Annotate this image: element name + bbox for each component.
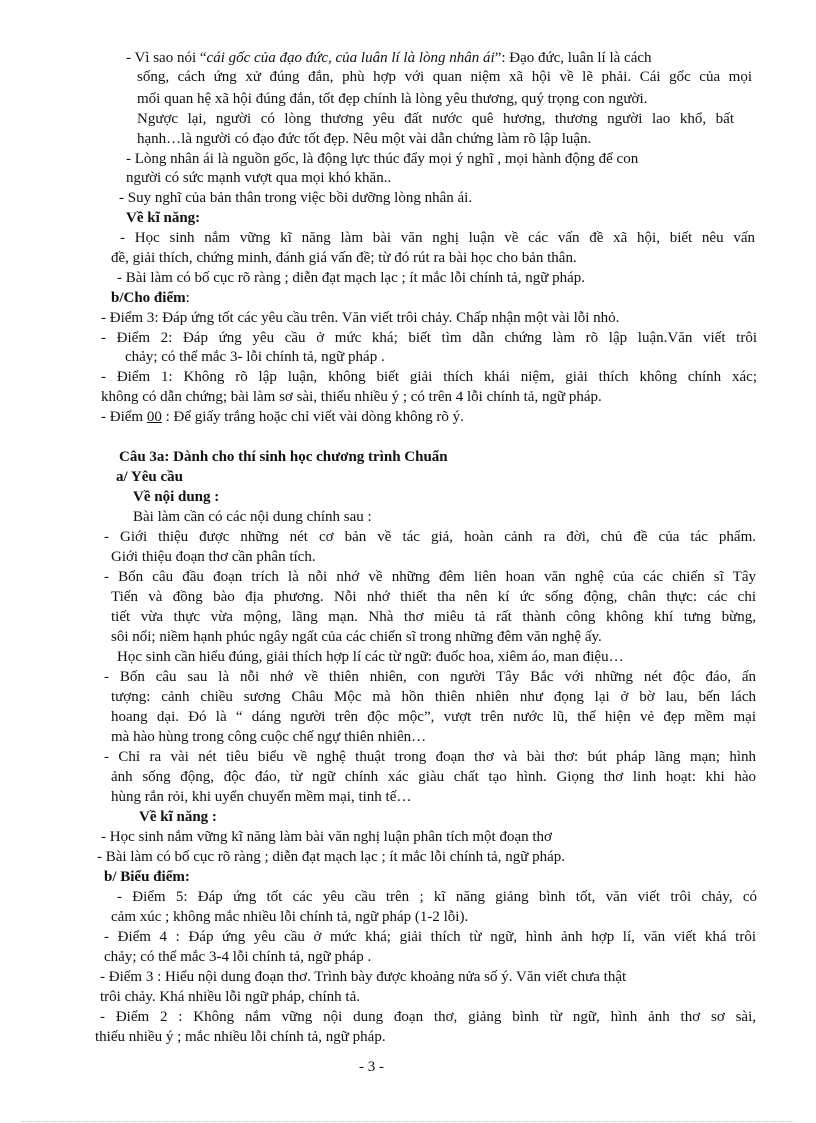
text-line: Tiến và đồng bào địa phương. Nỗi nhớ thiết tha nên kí ức sống động, chân thực: các chi bbox=[111, 589, 756, 605]
text-line: - Điểm 2 : Không nắm vững nội dung đoạn thơ, giảng bình từ ngữ, hình ảnh thơ sơ sài, bbox=[100, 1009, 756, 1025]
text-line: mà hào hùng trong công cuộc chế ngự thiên nhiên… bbox=[111, 729, 427, 745]
text-line: - Giới thiệu được những nét cơ bản về tác giả, hoàn cảnh ra đời, chủ đề của tác phẩm. bbox=[104, 529, 756, 545]
text-line: đề, giải thích, chứng minh, đánh giá vấn đề; từ đó rút ra bài học cho bản thân. bbox=[111, 250, 577, 266]
text-segment: - Điểm bbox=[101, 409, 147, 425]
section-heading: Về nội dung : bbox=[133, 489, 220, 505]
text-line: cảm xúc ; không mắc nhiều lỗi chính tả, ngữ pháp (1-2 lỗi). bbox=[111, 909, 469, 925]
text-line: - Lòng nhân ái là nguồn gốc, là động lực thúc đẩy mọi ý nghĩ , mọi hành động để con bbox=[126, 151, 639, 167]
text-line: chảy; có thể mắc 3-4 lỗi chính tả, ngữ pháp . bbox=[104, 949, 372, 965]
text-segment: : Để giấy trắng hoặc chỉ viết vài dòng không rõ ý. bbox=[161, 409, 464, 425]
section-heading: b/ Biểu điểm: bbox=[104, 869, 190, 885]
text-line: trôi chảy. Khá nhiều lỗi ngữ pháp, chính tả. bbox=[100, 989, 361, 1005]
section-heading: Về kĩ năng : bbox=[139, 809, 217, 825]
text-line: Bài làm cần có các nội dung chính sau : bbox=[133, 509, 372, 525]
text-line: hùng rắn rỏi, khi uyển chuyển mềm mại, tinh tế… bbox=[111, 789, 412, 805]
text-line: - Điểm 3 : Hiểu nội dung đoạn thơ. Trình bày được khoảng nửa số ý. Văn viết chưa thật bbox=[100, 969, 627, 985]
text-line: ảnh sống động, độc đáo, từ ngữ chính xác giàu chất tạo hình. Giọng thơ linh hoạt: khi hào bbox=[111, 769, 756, 785]
score-value: 00 bbox=[146, 409, 162, 425]
text-segment: ”: Đạo đức, luân lí là cách bbox=[494, 50, 652, 66]
section-heading bbox=[111, 289, 190, 308]
text-line bbox=[126, 49, 753, 68]
page-number: - 3 - bbox=[359, 1059, 384, 1075]
text-segment: - Vì sao nói “ bbox=[126, 50, 207, 66]
page-bottom-border bbox=[22, 1121, 794, 1122]
section-heading: Về kĩ năng: bbox=[126, 210, 201, 226]
text-line: mối quan hệ xã hội đúng đắn, tốt đẹp chính là lòng yêu thương, quý trọng con người. bbox=[137, 91, 648, 107]
text-line: - Bốn câu đầu đoạn trích là nỗi nhớ về những đêm liên hoan văn nghệ của các chiến sĩ Tây bbox=[104, 569, 756, 585]
text-line: hoang dại. Đó là “ dáng người trên độc mộc”, vượt trên nước lũ, thể hiện vẻ đẹp mềm mại bbox=[111, 709, 756, 725]
text-line: Ngược lại, người có lòng thương yêu đất nước quê hương, thương người lao khổ, bất bbox=[137, 111, 734, 127]
text-line bbox=[101, 408, 464, 427]
text-line: - Suy nghĩ của bản thân trong việc bồi dưỡng lòng nhân ái. bbox=[119, 190, 473, 206]
text-line: tiết vừa thực vừa mộng, lãng mạn. Nhà thơ miêu tả rất thành công không khí tưng bừng, bbox=[111, 609, 756, 625]
heading-colon: : bbox=[185, 290, 190, 306]
text-line: - Học sinh nắm vững kĩ năng làm bài văn nghị luận phân tích một đoạn thơ bbox=[101, 829, 552, 845]
text-line: Giới thiệu đoạn thơ cần phân tích. bbox=[111, 549, 316, 565]
text-line: tượng: cảnh chiều sương Châu Mộc mà hồn thiên nhiên như đọng lại ở bờ lau, bến lách bbox=[111, 689, 756, 705]
text-line: - Điểm 2: Đáp ứng yêu cầu ở mức khá; biết tìm dẫn chứng làm rõ lập luận.Văn viết trôi bbox=[101, 330, 757, 346]
text-line: thiếu nhiều ý ; mắc nhiều lỗi chính tả, ngữ pháp. bbox=[95, 1029, 386, 1045]
text-line: - Điểm 4 : Đáp ứng yêu cầu ở mức khá; giải thích từ ngữ, hình ảnh hợp lí, văn viết khá trôi bbox=[104, 929, 756, 945]
text-line: - Bốn câu sau là nỗi nhớ về thiên nhiên, con người Tây Bắc với những nét độc đáo, ấn bbox=[104, 669, 756, 685]
text-line: - Chỉ ra vài nét tiêu biểu về nghệ thuật trong đoạn thơ và bài thơ: bút pháp lãng mạn; hình bbox=[104, 749, 756, 765]
text-line: - Bài làm có bố cục rõ ràng ; diễn đạt mạch lạc ; ít mắc lỗi chính tả, ngữ pháp. bbox=[97, 849, 565, 865]
quote-text: cái gốc của đạo đức, của luân lí là lòng nhân ái bbox=[206, 50, 495, 66]
text-line: chảy; có thể mắc 3- lỗi chính tả, ngữ pháp . bbox=[125, 349, 385, 365]
text-line: - Điểm 3: Đáp ứng tốt các yêu cầu trên. Văn viết trôi chảy. Chấp nhận một vài lỗi nhỏ. bbox=[101, 310, 620, 326]
text-line: người có sức mạnh vượt qua mọi khó khăn.. bbox=[126, 170, 392, 186]
text-line: hạnh…là người có đạo đức tốt đẹp. Nêu một vài dẫn chứng làm rõ lập luận. bbox=[137, 131, 592, 147]
text-line: sống, cách ứng xử đúng đắn, phù hợp với quan niệm xã hội về lẽ phải. Cái gốc của mọi bbox=[137, 69, 752, 85]
section-heading: Câu 3a: Dành cho thí sinh học chương trình Chuẩn bbox=[119, 449, 448, 465]
text-line: Học sinh cần hiểu đúng, giải thích hợp lí các từ ngữ: đuốc hoa, xiêm áo, man điệu… bbox=[117, 649, 624, 665]
text-line: không có dẫn chứng; bài làm sơ sài, thiếu nhiều ý ; có trên 4 lỗi chính tả, ngữ pháp. bbox=[101, 389, 602, 405]
text-line: - Bài làm có bố cục rõ ràng ; diễn đạt mạch lạc ; ít mắc lỗi chính tả, ngữ pháp. bbox=[117, 270, 585, 286]
heading-text: b/Cho điểm bbox=[111, 290, 186, 306]
text-line: - Điểm 5: Đáp ứng tốt các yêu cầu trên ; kĩ năng giảng bình tốt, văn viết trôi chảy, có bbox=[117, 889, 757, 905]
section-heading: a/ Yêu cầu bbox=[116, 469, 183, 485]
text-line: sôi nổi; niềm hạnh phúc ngây ngất của các chiến sĩ trong những đêm văn nghệ ấy. bbox=[111, 629, 602, 645]
text-line: - Điểm 1: Không rõ lập luận, không biết giải thích khái niệm, giải thích không chính xác; bbox=[101, 369, 757, 385]
text-line: - Học sinh nắm vững kĩ năng làm bài văn nghị luận về các vấn đề xã hội, biết nêu vấn bbox=[120, 230, 755, 246]
